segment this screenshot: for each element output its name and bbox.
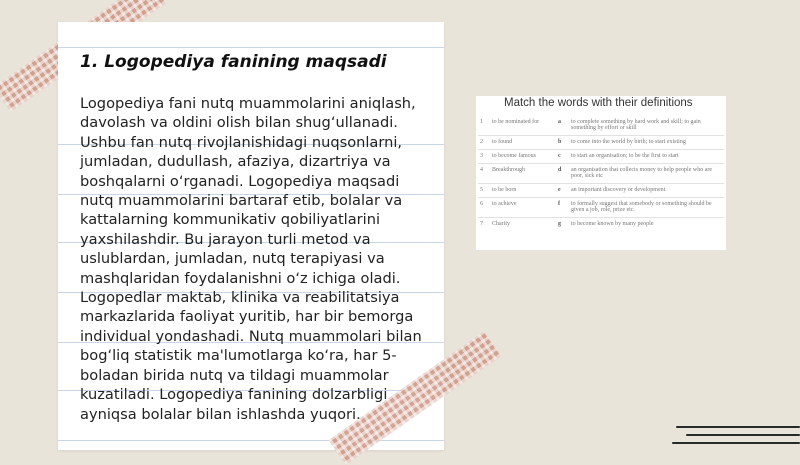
row-definition: to formally suggest that somebody or something should be given a job, role, prize etc. bbox=[569, 198, 724, 218]
row-letter: b bbox=[556, 136, 569, 150]
row-letter: d bbox=[556, 164, 569, 184]
row-word: Breakthrough bbox=[490, 164, 556, 184]
row-word: to achieve bbox=[490, 198, 556, 218]
row-definition: to complete something by hard work and skill; to gain something by effort or skill bbox=[571, 119, 701, 131]
row-number: 3 bbox=[478, 150, 490, 164]
row-definition: to start an organisation; to be the first to start bbox=[569, 150, 724, 164]
matching-exercise-image bbox=[476, 96, 726, 250]
table-row bbox=[478, 116, 724, 136]
slide-title: 1. Logopediya fanining maqsadi bbox=[80, 52, 387, 72]
table-row bbox=[478, 164, 724, 184]
decorative-line bbox=[676, 426, 800, 428]
row-number: 1 bbox=[480, 119, 483, 125]
row-letter: c bbox=[556, 150, 569, 164]
slide-body-text: Logopediya fani nutq muammolarini aniqlash, davolash va oldini olish bilan shug‘ullanadi. Ushbu fan nutq rivojlanishidagi nuqsonlarni, jumladan, dudullash, afaziya, dizartriya va boshqalarni o‘rganadi. Logopediya maqsadi nutq muammolarini bartaraf etib, bolalar va kattalarning kommunikativ qobiliyatlarini yaxshilashdir. Bu jarayon turli metod va uslublardan, jumladan, nutq terapiyasi va mashqlaridan foydalanishni o‘z ichiga oladi. Logopedlar maktab, klinika va reabilitatsiya markazlarida faoliyat yuritib, har bir bemorga individual yondashadi. Nutq muammolari bilan bog‘liq statistik ma'lumotlarga ko‘ra, har 5-boladan birida nutq va tildagi muammolar kuzatiladi. Logopediya fanining dolzarbligi ayniqsa bolalar bilan ishlashda yuqori. bbox=[80, 95, 422, 423]
table-row bbox=[478, 198, 724, 218]
exercise-title: Match the words with their definitions bbox=[504, 97, 693, 109]
row-word: to be nominated for bbox=[492, 119, 540, 125]
row-number: 7 bbox=[478, 218, 490, 232]
paper-rule bbox=[58, 47, 444, 48]
table-row bbox=[478, 184, 724, 198]
row-letter: g bbox=[556, 218, 569, 232]
table-row bbox=[478, 136, 724, 150]
row-letter: a bbox=[558, 119, 561, 125]
decorative-line bbox=[686, 434, 800, 436]
row-number: 5 bbox=[478, 184, 490, 198]
row-definition: an organisation that collects money to help people who are poor, sick etc bbox=[569, 164, 724, 184]
table-row bbox=[478, 150, 724, 164]
row-definition: to come into the world by birth; to start existing bbox=[569, 136, 724, 150]
row-word: to found bbox=[490, 136, 556, 150]
row-word: to be born bbox=[490, 184, 556, 198]
lined-paper-card bbox=[58, 22, 444, 450]
row-word: to become famous bbox=[490, 150, 556, 164]
row-number: 4 bbox=[478, 164, 490, 184]
row-letter: e bbox=[556, 184, 569, 198]
paper-rule bbox=[58, 440, 444, 441]
decorative-line bbox=[672, 442, 800, 444]
row-definition: to become known by many people bbox=[569, 218, 724, 232]
row-number: 2 bbox=[478, 136, 490, 150]
row-definition: an important discovery or development bbox=[569, 184, 724, 198]
matching-table bbox=[478, 116, 724, 231]
table-row bbox=[478, 218, 724, 232]
row-word: Charity bbox=[490, 218, 556, 232]
row-letter: f bbox=[556, 198, 569, 218]
row-number: 6 bbox=[478, 198, 490, 218]
